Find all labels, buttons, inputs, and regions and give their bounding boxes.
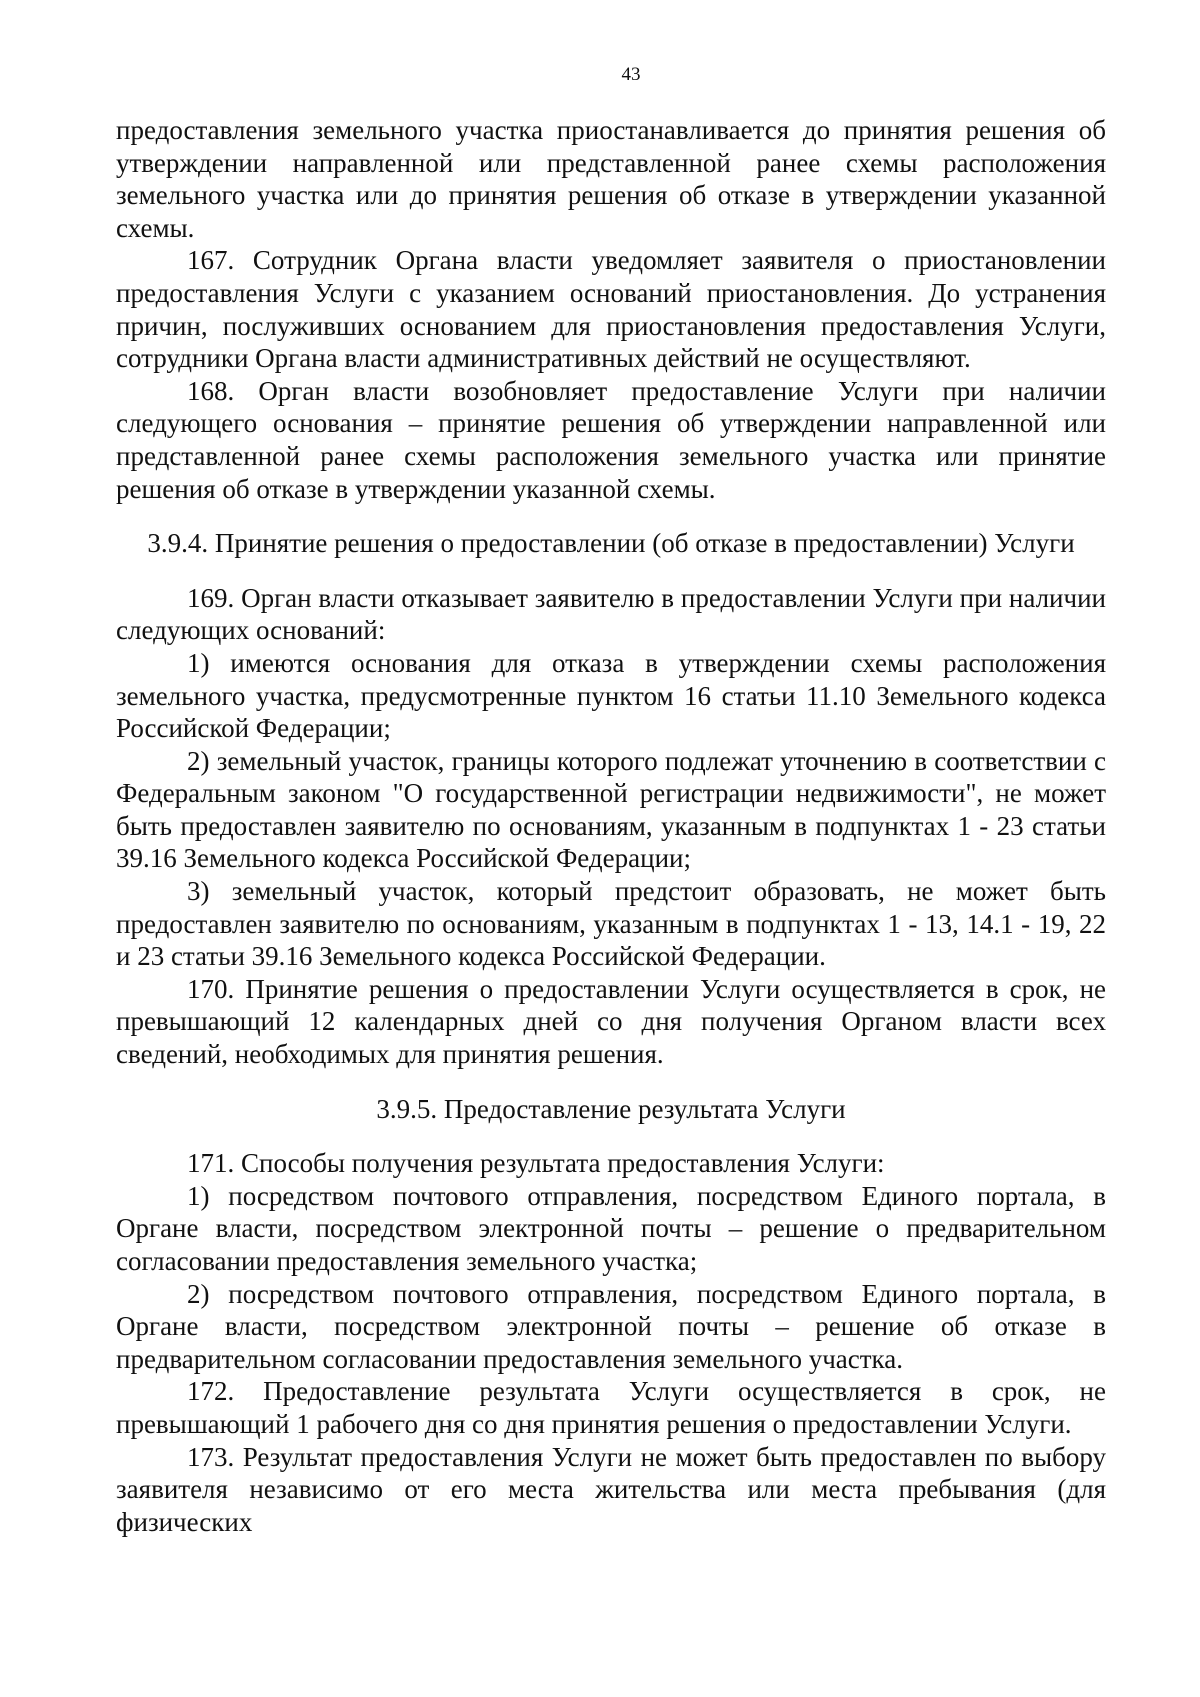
- spacer: [116, 560, 1106, 582]
- paragraph-167: 167. Сотрудник Органа власти уведомляет заявителя о приостановлении предоставления Услуги с указанием оснований приостановления. До устранения причин, послуживших основанием для приостановления предоставления Услуги, сотрудники Органа власти административных действий не осуществляют.: [116, 245, 1106, 374]
- spacer: [116, 1071, 1106, 1093]
- section-heading-3-9-5: 3.9.5. Предоставление результата Услуги: [376, 1093, 846, 1124]
- paragraph-continuation: предоставления земельного участка приостанавливается до принятия решения об утверждении направленной или представленной ранее схемы расположения земельного участка или до принятия решения об отказе в утверждении указанной схемы.: [116, 115, 1106, 243]
- spacer: [116, 505, 1106, 527]
- list-item-171-1: 1) посредством почтового отправления, посредством Единого портала, в Органе власти, посредством электронной почты – решение о предварительном согласовании предоставления земельного участка;: [116, 1180, 1106, 1276]
- paragraph-169: 169. Орган власти отказывает заявителю в предоставлении Услуги при наличии следующих оснований:: [116, 582, 1106, 646]
- paragraph-171: 171. Способы получения результата предоставления Услуги:: [187, 1148, 885, 1179]
- spacer: [116, 1125, 1106, 1147]
- section-heading-3-9-4: 3.9.4. Принятие решения о предоставлении (об отказе в предоставлении) Услуги: [147, 528, 1075, 559]
- paragraph-173: 173. Результат предоставления Услуги не может быть предоставлен по выбору заявителя независимо от его места жительства или места пребывания (для физических: [116, 1441, 1106, 1537]
- page-number: 43: [621, 64, 641, 85]
- document-page: [116, 64, 1106, 1538]
- list-item-171-2: 2) посредством почтового отправления, посредством Единого портала, в Органе власти, посредством электронной почты – решение об отказе в предварительном согласовании предоставления земельного участка.: [116, 1278, 1106, 1374]
- list-item-169-3: 3) земельный участок, который предстоит образовать, не может быть предоставлен заявителю по основаниям, указанным в подпунктах 1 - 13, 14.1 - 19, 22 и 23 статьи 39.16 Земельного кодекса Российской Федерации.: [116, 876, 1106, 972]
- list-item-169-2: 2) земельный участок, границы которого подлежат уточнению в соответствии с Федеральным законом "О государственной регистрации недвижимости", не может быть предоставлен заявителю по основаниям, указанным в подпунктах 1 - 23 статьи 39.16 Земельного кодекса Российской Федерации;: [116, 745, 1106, 874]
- paragraph-168: 168. Орган власти возобновляет предоставление Услуги при наличии следующего основания – принятие решения об утверждении направленной или представленной ранее схемы расположения земельного участка или принятие решения об отказе в утверждении указанной схемы.: [116, 375, 1106, 504]
- paragraph-172: 172. Предоставление результата Услуги осуществляется в срок, не превышающий 1 рабочего дня со дня принятия решения о предоставлении Услуги.: [116, 1376, 1106, 1439]
- list-item-169-1: 1) имеются основания для отказа в утверждении схемы расположения земельного участка, предусмотренные пунктом 16 статьи 11.10 Земельного кодекса Российской Федерации;: [116, 647, 1106, 744]
- paragraph-170: 170. Принятие решения о предоставлении Услуги осуществляется в срок, не превышающий 12 календарных дней со дня получения Органом власти всех сведений, необходимых для принятия решения.: [116, 973, 1106, 1070]
